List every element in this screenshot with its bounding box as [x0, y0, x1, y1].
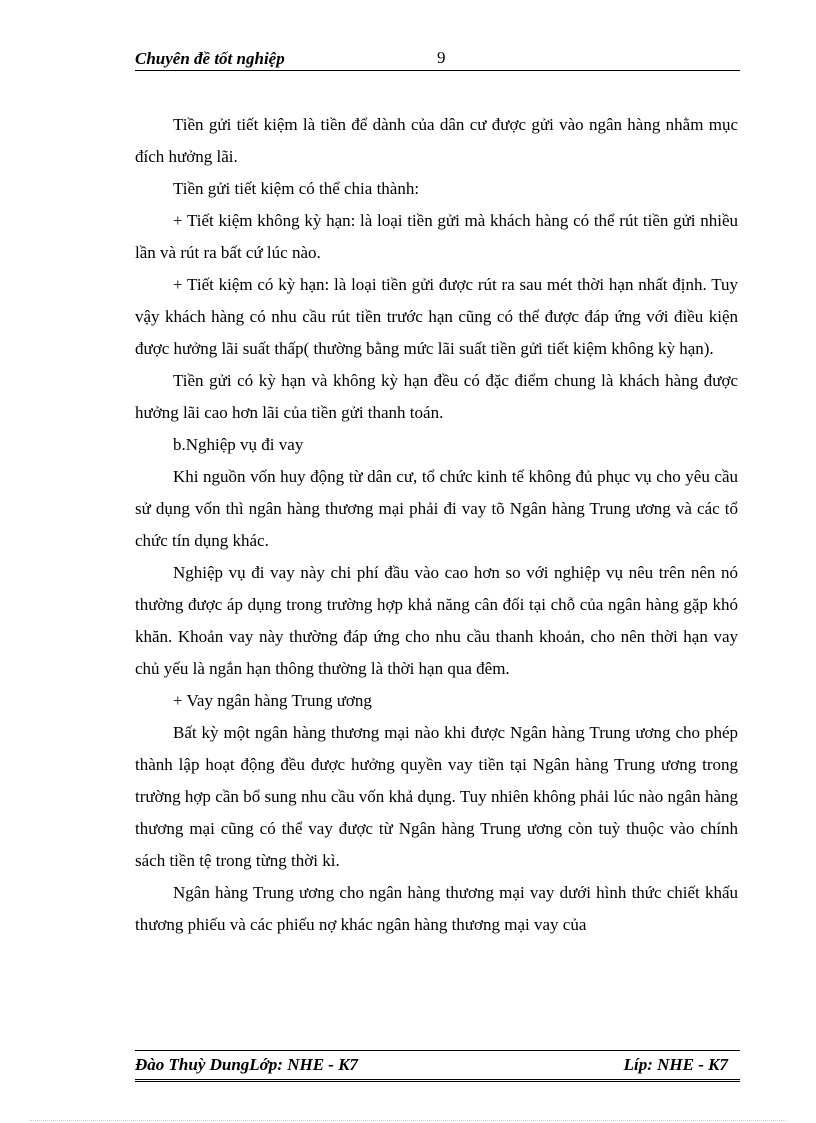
paragraph: Tiền gửi có kỳ hạn và không kỳ hạn đều có đặc điểm chung là khách hàng được hưởng lãi cao hơn lãi của tiền gửi thanh toán.	[135, 371, 738, 422]
page-number: 9	[437, 48, 446, 67]
paragraph: Khi nguồn vốn huy động từ dân cư, tổ chức kinh tế không đủ phục vụ cho yêu cầu sử dụng vốn thì ngân hàng thương mại phải đi vay tõ Ngân hàng Trung ương và các tổ chức tín dụng khác.	[135, 467, 738, 550]
footer-author: Đào Thuỳ DungLớp: NHE - K7	[135, 1055, 359, 1074]
header-title: Chuyên đề tốt nghiệp	[135, 49, 285, 68]
page-edge-divider	[30, 1120, 786, 1121]
paragraph: Tiền gửi tiết kiệm là tiền để dành của dân cư được gửi vào ngân hàng nhằm mục đích hưởng lãi.	[135, 115, 738, 166]
paragraph: Ngân hàng Trung ương cho ngân hàng thương mại vay dưới hình thức chiết khấu thương phiếu và các phiếu nợ khác ngân hàng thương mại vay của	[135, 883, 738, 934]
section-heading: b.Nghiệp vụ đi vay	[173, 435, 304, 454]
paragraph: Bất kỳ một ngân hàng thương mại nào khi được Ngân hàng Trung ương cho phép thành lập hoạt động đều được hưởng quyền vay tiền tại Ngân hàng Trung ương trong trường hợp cần bổ sung nhu cầu vốn khả dụng. Tuy nhiên không phải lúc nào ngân hàng thương mại cũng có thể vay được từ Ngân hàng Trung ương còn tuỳ thuộc vào chính sách tiền tệ trong từng thời kì.	[135, 723, 738, 870]
page-footer	[135, 1050, 740, 1082]
paragraph: Tiền gửi tiết kiệm có thể chia thành:	[173, 179, 420, 198]
page-header	[135, 46, 740, 71]
document-body	[135, 109, 738, 941]
footer-class: Líp: NHE - K7	[623, 1055, 728, 1074]
paragraph: + Tiết kiệm có kỳ hạn: là loại tiền gửi được rút ra sau mét thời hạn nhất định. Tuy vậy khách hàng có nhu cầu rút tiền trước hạn cũng có thể được đáp ứng với điều kiện được hưởng lãi suất thấp( thường bằng mức lãi suất tiền gửi tiết kiệm không kỳ hạn).	[135, 275, 738, 358]
paragraph: + Tiết kiệm không kỳ hạn: là loại tiền gửi mà khách hàng có thể rút tiền gửi nhiều lần và rút ra bất cứ lúc nào.	[135, 211, 738, 262]
subsection-heading: + Vay ngân hàng Trung ương	[173, 691, 372, 710]
paragraph: Nghiệp vụ đi vay này chi phí đầu vào cao hơn so với nghiệp vụ nêu trên nên nó thường được áp dụng trong trường hợp khả năng cân đối tại chỗ của ngân hàng gặp khó khăn. Khoản vay này thường đáp ứng cho nhu cầu thanh khoản, cho nên thời hạn vay chủ yếu là ngắn hạn thông thường là thời hạn qua đêm.	[135, 563, 738, 678]
